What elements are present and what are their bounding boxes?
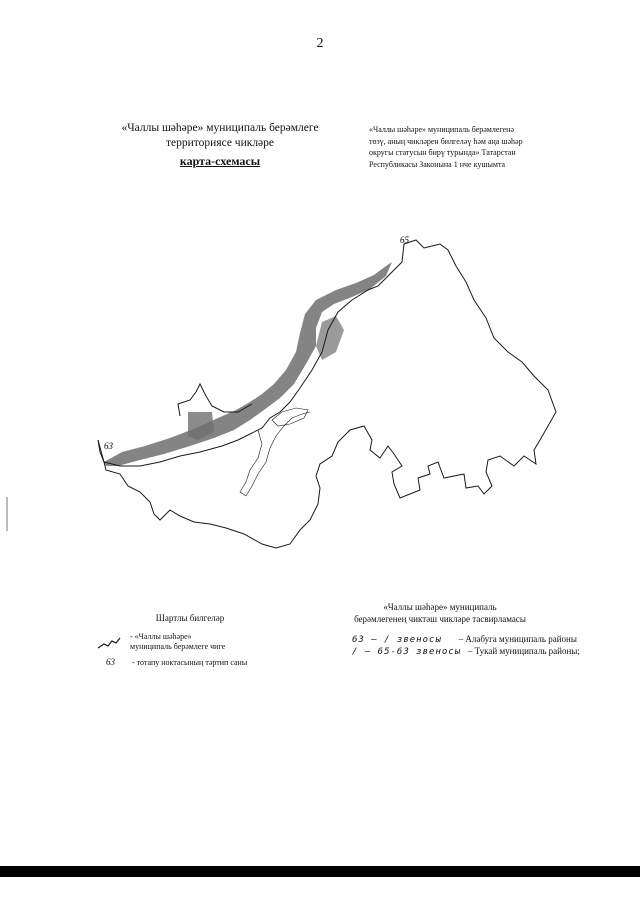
segment-row bbox=[352, 634, 577, 645]
map-title-line-1: «Чаллы шәһәре» муниципаль берәмлеге bbox=[121, 122, 319, 134]
legend-boundary-symbol bbox=[98, 638, 120, 648]
segment-description: – Тукай муниципаль районы; bbox=[467, 646, 580, 656]
inner-loop bbox=[272, 408, 308, 426]
scan-bottom-bar bbox=[0, 866, 640, 877]
page-number: 2 bbox=[316, 36, 324, 51]
point-63-label: 63 bbox=[104, 441, 113, 451]
legend-heading: Шартлы билгеләр bbox=[155, 613, 225, 623]
segments-heading-line-2: берәмлегенең чиктәш чикләре тасвирламасы bbox=[354, 614, 526, 624]
segment-row bbox=[352, 646, 580, 657]
map-title-line-2: территориясе чикләре bbox=[165, 137, 275, 149]
segment-code: 63 – / звеносы bbox=[352, 635, 442, 645]
legend-boundary-label bbox=[130, 632, 225, 652]
scan-edge-mark bbox=[6, 497, 8, 531]
law-note-line-3: округы статусын бирү турында» Татарстан bbox=[369, 148, 516, 157]
segments-heading-line-1: «Чаллы шәһәре» муниципаль bbox=[383, 602, 497, 612]
segments-heading bbox=[340, 601, 540, 625]
segment-code: / – 65-63 звеносы bbox=[352, 647, 462, 657]
map-subtitle: карта-схемасы bbox=[179, 154, 261, 168]
law-note-line-2: төзү, аның чикләрен билгеләү һәм аңа шәһәр bbox=[369, 136, 523, 146]
legend-number-symbol: 63 bbox=[106, 657, 115, 667]
point-65-label: 65 bbox=[400, 235, 409, 245]
segment-description: – Алабуга муниципаль районы bbox=[458, 634, 577, 644]
municipal-boundary bbox=[98, 240, 556, 548]
legend-number-label: - тотапу ноктасының тәртип саны bbox=[132, 658, 248, 667]
tributary-line bbox=[240, 412, 310, 496]
law-note-line-1: «Чаллы шәһәре» муниципаль берәмлегенә bbox=[369, 125, 514, 134]
law-note-line-4: Республикасы Законына 1 нче кушымта bbox=[369, 159, 506, 169]
legend-boundary-label-line-2: муниципаль берәмлеге чиге bbox=[130, 642, 226, 651]
river-shading-patch-2 bbox=[316, 316, 344, 360]
legend-boundary-label-line-1: - «Чаллы шәһәре» bbox=[130, 632, 192, 641]
